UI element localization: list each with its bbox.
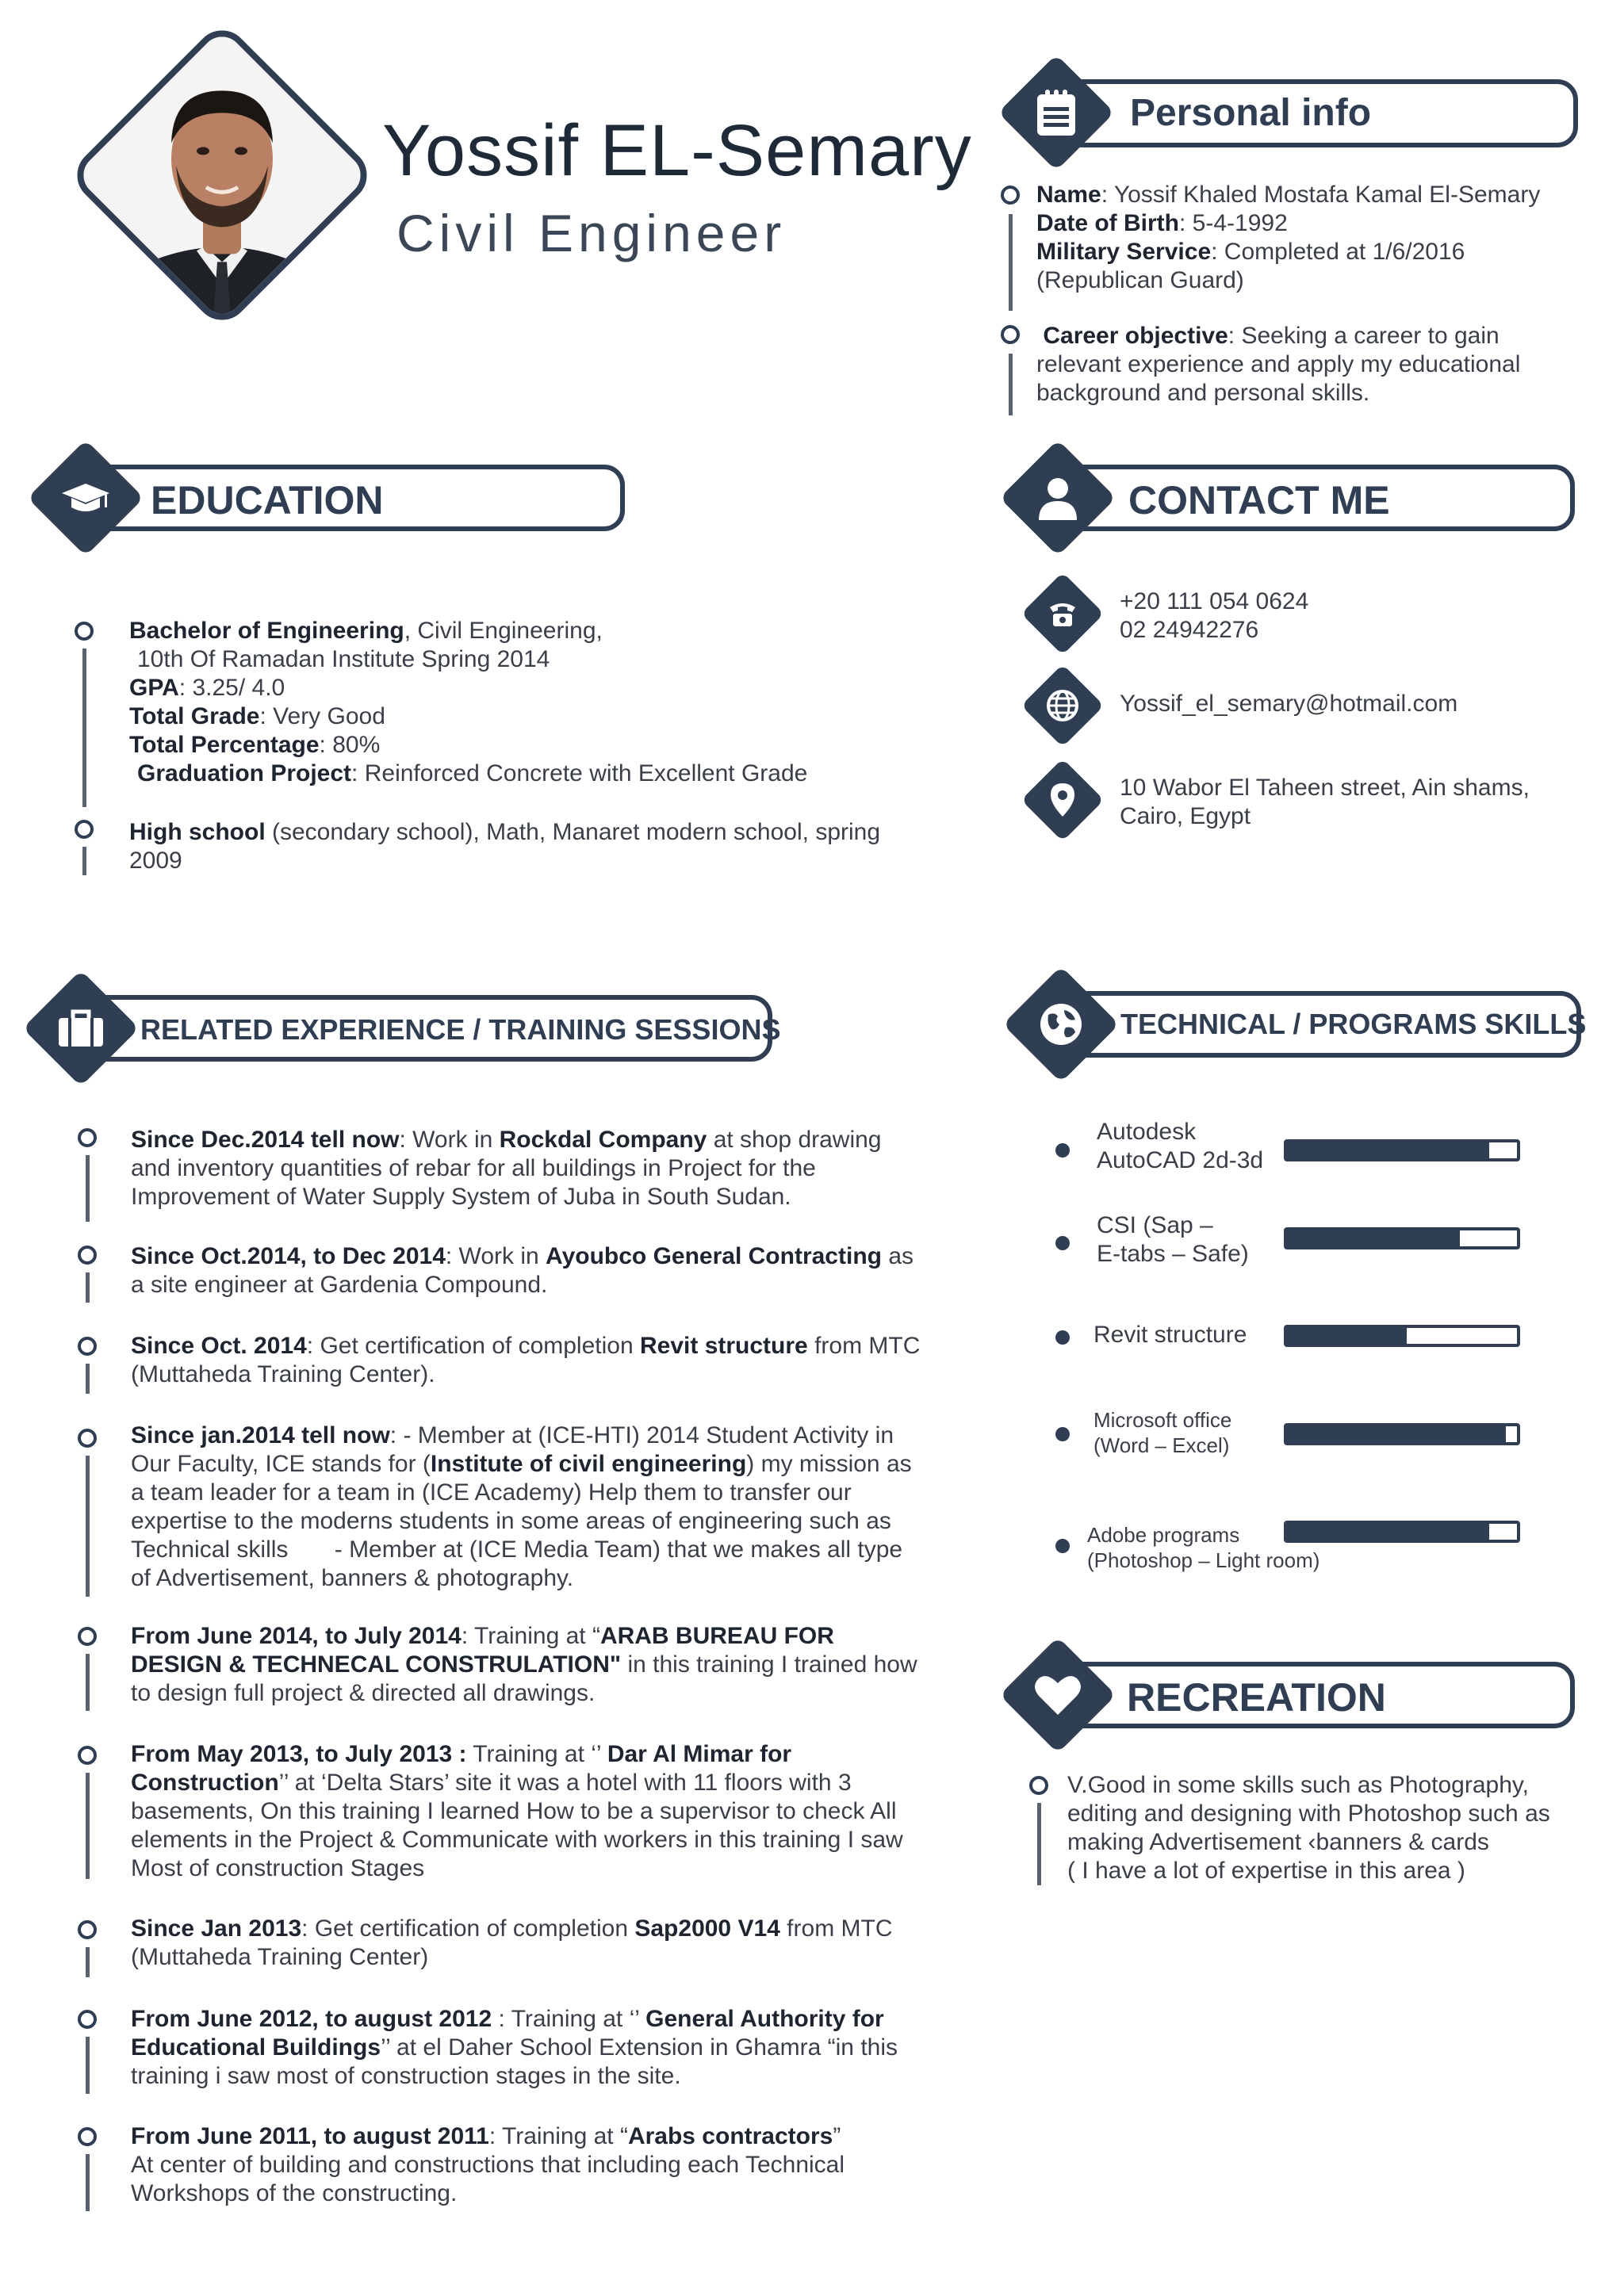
timeline-line bbox=[86, 1947, 90, 1977]
experience-text: to design full project & directed all drawings. bbox=[131, 1680, 596, 1706]
timeline-line bbox=[86, 1773, 90, 1879]
experience-text: as bbox=[881, 1243, 914, 1269]
skill-level-fill bbox=[1287, 1524, 1489, 1540]
experience-text: from MTC bbox=[807, 1333, 921, 1359]
name-value: : Yossif Khaled Mostafa Kamal El-Semary bbox=[1101, 182, 1541, 208]
section-badge-contact bbox=[999, 439, 1116, 556]
project-value: : Reinforced Concrete with Excellent Grade bbox=[351, 760, 808, 786]
timeline-dot bbox=[78, 1920, 97, 1939]
experience-date: From June 2011, to august 2011 bbox=[131, 2123, 489, 2149]
name-label: Name bbox=[1036, 182, 1101, 208]
experience-item bbox=[131, 1740, 956, 1883]
career-line-3: background and personal skills. bbox=[1036, 380, 1370, 406]
timeline-dot bbox=[78, 2127, 97, 2146]
experience-text: At center of building and constructions that including each Technical bbox=[131, 2152, 845, 2178]
skill-label bbox=[1097, 1118, 1263, 1175]
experience-text: from MTC bbox=[779, 1915, 893, 1942]
percent-value: : 80% bbox=[319, 732, 381, 758]
experience-org: Revit structure bbox=[640, 1333, 808, 1359]
timeline-dot bbox=[78, 1246, 97, 1265]
timeline-dot bbox=[75, 820, 94, 839]
briefcase-icon bbox=[40, 987, 122, 1070]
grade-value: : Very Good bbox=[259, 703, 385, 729]
address-line-2: Cairo, Egypt bbox=[1120, 803, 1251, 829]
bachelor-value: , Civil Engineering, bbox=[404, 618, 603, 644]
education-highschool bbox=[129, 818, 946, 875]
email-link[interactable]: Yossif_el_semary@hotmail.com bbox=[1120, 691, 1458, 717]
experience-org: Institute of civil engineering bbox=[430, 1451, 747, 1477]
experience-text: and inventory quantities of rebar for all buildings in Project for the bbox=[131, 1155, 816, 1181]
timeline-dot bbox=[78, 1128, 97, 1147]
experience-org: Ayoubco General Contracting bbox=[546, 1243, 882, 1269]
skill-level-fill bbox=[1287, 1328, 1407, 1344]
phone-badge bbox=[1021, 572, 1105, 656]
timeline-dot bbox=[78, 1429, 97, 1448]
experience-org: ARAB BUREAU FOR bbox=[599, 1623, 834, 1649]
timeline-line bbox=[86, 1364, 90, 1394]
skill-name: CSI (Sap – bbox=[1097, 1212, 1213, 1238]
experience-text: : Training at “ bbox=[461, 1623, 600, 1649]
experience-text: of Advertisement, banners & photography. bbox=[131, 1565, 574, 1591]
experience-org: Rockdal Company bbox=[499, 1127, 707, 1153]
globe-icon bbox=[1033, 676, 1092, 735]
hs-year: 2009 bbox=[129, 848, 182, 874]
experience-org: Dar Al Mimar for bbox=[607, 1741, 792, 1767]
section-badge-skills bbox=[1002, 966, 1119, 1082]
experience-item bbox=[131, 1126, 956, 1211]
experience-date: Since Oct.2014, to Dec 2014 bbox=[131, 1243, 446, 1269]
experience-date: From June 2012, to august 2012 bbox=[131, 2006, 492, 2032]
recreation-text bbox=[1067, 1771, 1591, 1885]
experience-text: training i saw most of construction stages in the site. bbox=[131, 2063, 681, 2089]
address-badge bbox=[1021, 759, 1105, 842]
experience-text: ) my mission as bbox=[746, 1451, 912, 1477]
experience-date: Since jan.2014 tell now bbox=[131, 1422, 390, 1448]
institute: 10th Of Ramadan Institute Spring 2014 bbox=[137, 646, 550, 672]
experience-text: : Training at “ bbox=[488, 2123, 628, 2149]
experience-text: Improvement of Water Supply System of Juba in South Sudan. bbox=[131, 1184, 791, 1210]
section-title-recreation: RECREATION bbox=[1127, 1675, 1386, 1720]
military-value: : Completed at 1/6/2016 bbox=[1211, 239, 1465, 265]
skill-name: (Photoshop – Light room) bbox=[1087, 1548, 1320, 1572]
profile-photo-frame bbox=[66, 19, 377, 331]
timeline-line bbox=[86, 1272, 90, 1303]
experience-text: elements in the Project & Communicate with workers in this training I saw bbox=[131, 1827, 903, 1853]
phone-block bbox=[1120, 587, 1308, 645]
timeline-line bbox=[86, 1654, 90, 1711]
education-bachelor bbox=[129, 617, 946, 788]
skill-bullet bbox=[1055, 1539, 1070, 1553]
skill-bullet bbox=[1055, 1330, 1070, 1345]
experience-text: : Get certification of completion bbox=[306, 1333, 640, 1359]
experience-text: Technical skills - Member at (ICE Media Team) that we makes all type bbox=[131, 1536, 903, 1563]
skill-name: E-tabs – Safe) bbox=[1097, 1241, 1249, 1267]
phone-landline[interactable]: 02 24942276 bbox=[1120, 617, 1259, 643]
career-label: Career objective bbox=[1043, 323, 1228, 349]
experience-text: ’’ at ‘Delta Stars’ site it was a hotel with 11 floors with 3 bbox=[278, 1770, 852, 1796]
recreation-line: editing and designing with Photoshop such as bbox=[1067, 1800, 1550, 1827]
recreation-line: making Advertisement ‹banners & cards bbox=[1067, 1829, 1489, 1855]
career-line-2: relevant experience and apply my educational bbox=[1036, 351, 1521, 377]
experience-text: Our Faculty, ICE stands for ( bbox=[131, 1451, 431, 1477]
experience-org: General Authority for bbox=[645, 2006, 884, 2032]
skill-label bbox=[1094, 1407, 1231, 1458]
timeline-dot bbox=[1029, 1776, 1048, 1795]
graduation-cap-icon bbox=[44, 457, 127, 539]
military-label: Military Service bbox=[1036, 239, 1212, 265]
timeline-dot bbox=[78, 1337, 97, 1356]
experience-text: ’’ at el Daher School Extension in Ghamra “in this bbox=[381, 2034, 898, 2061]
timeline-dot bbox=[1001, 186, 1020, 205]
timeline-dot bbox=[78, 2010, 97, 2029]
skill-name: (Word – Excel) bbox=[1094, 1433, 1230, 1457]
experience-date: Since Oct. 2014 bbox=[131, 1333, 307, 1359]
timeline-line bbox=[82, 649, 86, 807]
experience-org: Construction bbox=[131, 1770, 279, 1796]
address-block bbox=[1120, 774, 1530, 831]
experience-item bbox=[131, 1915, 956, 1972]
section-title-education: EDUCATION bbox=[151, 478, 384, 522]
skill-level-fill bbox=[1287, 1426, 1506, 1442]
experience-text: in this training I trained how bbox=[621, 1651, 917, 1678]
experience-item bbox=[131, 1422, 956, 1593]
section-title-experience: RELATED EXPERIENCE / TRAINING SESSIONS bbox=[140, 1013, 781, 1046]
section-badge-personal bbox=[998, 54, 1114, 170]
experience-text: Training at ‘’ bbox=[466, 1741, 607, 1767]
skill-name: Microsoft office bbox=[1094, 1408, 1232, 1432]
dob-value: : 5-4-1992 bbox=[1179, 210, 1288, 236]
user-icon bbox=[1017, 457, 1099, 539]
timeline-line bbox=[1009, 214, 1013, 311]
skill-name: Autodesk bbox=[1097, 1119, 1197, 1145]
experience-date: From June 2014, to July 2014 bbox=[131, 1623, 462, 1649]
skill-level-fill bbox=[1287, 1142, 1489, 1158]
percent-label: Total Percentage bbox=[129, 732, 320, 758]
hs-label: High school bbox=[129, 819, 266, 845]
timeline-line bbox=[1037, 1803, 1041, 1885]
hs-value: (secondary school), Math, Manaret modern school, spring bbox=[265, 819, 881, 845]
timeline-line bbox=[86, 1155, 90, 1222]
bachelor-label: Bachelor of Engineering bbox=[129, 618, 404, 644]
recreation-line: V.Good in some skills such as Photography, bbox=[1067, 1772, 1529, 1798]
job-title: Civil Engineer bbox=[396, 204, 787, 262]
experience-item bbox=[131, 1242, 956, 1299]
dob-label: Date of Birth bbox=[1036, 210, 1179, 236]
timeline-dot bbox=[78, 1627, 97, 1646]
clipboard-icon bbox=[1015, 71, 1097, 154]
map-pin-icon bbox=[1033, 771, 1092, 829]
experience-text: : Work in bbox=[399, 1127, 500, 1153]
experience-text: at shop drawing bbox=[707, 1127, 882, 1153]
experience-org: DESIGN & TECHNECAL CONSTRULATION" bbox=[131, 1651, 622, 1678]
personal-info-block bbox=[1036, 181, 1591, 295]
experience-item bbox=[131, 1332, 956, 1389]
globe-icon bbox=[1020, 983, 1102, 1066]
experience-date: Since Dec.2014 tell now bbox=[131, 1127, 400, 1153]
skill-bullet bbox=[1055, 1143, 1070, 1158]
experience-date: From May 2013, to July 2013 : bbox=[131, 1741, 467, 1767]
skill-bullet bbox=[1055, 1427, 1070, 1441]
skill-level-fill bbox=[1287, 1230, 1460, 1246]
skill-level-bar bbox=[1284, 1521, 1520, 1543]
grade-label: Total Grade bbox=[129, 703, 260, 729]
experience-text: Workshops of the constructing. bbox=[131, 2180, 458, 2206]
experience-org: Sap2000 V14 bbox=[634, 1915, 780, 1942]
experience-org: Arabs contractors bbox=[627, 2123, 833, 2149]
experience-item bbox=[131, 2122, 956, 2208]
experience-item bbox=[131, 2005, 956, 2091]
experience-text: : Get certification of completion bbox=[301, 1915, 635, 1942]
skill-name: AutoCAD 2d-3d bbox=[1097, 1147, 1264, 1173]
career-value: : Seeking a career to gain bbox=[1228, 323, 1500, 349]
profile-photo bbox=[70, 24, 374, 328]
timeline-dot bbox=[1001, 325, 1020, 344]
section-badge-education bbox=[27, 439, 144, 556]
project-label: Graduation Project bbox=[137, 760, 352, 786]
experience-text: Most of construction Stages bbox=[131, 1855, 425, 1881]
experience-text: : - Member at (ICE-HTI) 2014 Student Activity in bbox=[389, 1422, 894, 1448]
timeline-dot bbox=[78, 1746, 97, 1765]
skill-name: Revit structure bbox=[1094, 1322, 1247, 1348]
experience-text: expertise to the moderns students in some areas of engineering such as bbox=[131, 1508, 891, 1534]
experience-org: Educational Buildings bbox=[131, 2034, 381, 2061]
military-note: (Republican Guard) bbox=[1036, 267, 1244, 293]
experience-text: : Work in bbox=[445, 1243, 546, 1269]
phone-mobile[interactable]: +20 111 054 0624 bbox=[1120, 588, 1309, 614]
experience-text: basements, On this training I learned How to be a supervisor to check All bbox=[131, 1798, 897, 1824]
skill-level-bar bbox=[1284, 1325, 1520, 1347]
timeline-dot bbox=[75, 622, 94, 641]
recreation-line: ( I have a lot of expertise in this area ) bbox=[1067, 1858, 1465, 1884]
email-badge bbox=[1021, 664, 1105, 748]
phone-icon bbox=[1033, 584, 1092, 643]
skill-bullet bbox=[1055, 1236, 1070, 1250]
skill-level-bar bbox=[1284, 1227, 1520, 1249]
experience-item bbox=[131, 1622, 956, 1708]
experience-text: ” bbox=[833, 2123, 841, 2149]
gpa-label: GPA bbox=[129, 675, 179, 701]
skill-level-bar bbox=[1284, 1139, 1520, 1161]
experience-text: a team leader for a team in (ICE Academy) Help them to transfer our bbox=[131, 1479, 852, 1506]
experience-text: a site engineer at Gardenia Compound. bbox=[131, 1272, 548, 1298]
heart-icon bbox=[1017, 1654, 1099, 1736]
career-objective-block bbox=[1036, 322, 1591, 408]
timeline-line bbox=[86, 2037, 90, 2094]
section-title-personal: Personal info bbox=[1130, 92, 1372, 134]
section-badge-experience bbox=[22, 970, 139, 1086]
section-title-contact: CONTACT ME bbox=[1128, 478, 1390, 522]
experience-text: (Muttaheda Training Center) bbox=[131, 1944, 429, 1970]
skill-label bbox=[1097, 1211, 1249, 1269]
section-title-skills: TECHNICAL / PROGRAMS SKILLS bbox=[1120, 1008, 1587, 1040]
candidate-name: Yossif EL-Semary bbox=[382, 110, 972, 191]
timeline-line bbox=[82, 847, 86, 875]
experience-date: Since Jan 2013 bbox=[131, 1915, 302, 1942]
experience-text: : Training at ‘’ bbox=[492, 2006, 646, 2032]
skill-label bbox=[1094, 1321, 1247, 1349]
timeline-line bbox=[86, 1456, 90, 1597]
section-badge-recreation bbox=[999, 1636, 1116, 1753]
skill-name: Adobe programs bbox=[1087, 1523, 1240, 1547]
experience-text: (Muttaheda Training Center). bbox=[131, 1361, 435, 1387]
skill-level-bar bbox=[1284, 1423, 1520, 1445]
timeline-line bbox=[1009, 354, 1013, 415]
gpa-value: : 3.25/ 4.0 bbox=[178, 675, 285, 701]
address-line-1: 10 Wabor El Taheen street, Ain shams, bbox=[1120, 775, 1530, 801]
timeline-line bbox=[86, 2154, 90, 2211]
